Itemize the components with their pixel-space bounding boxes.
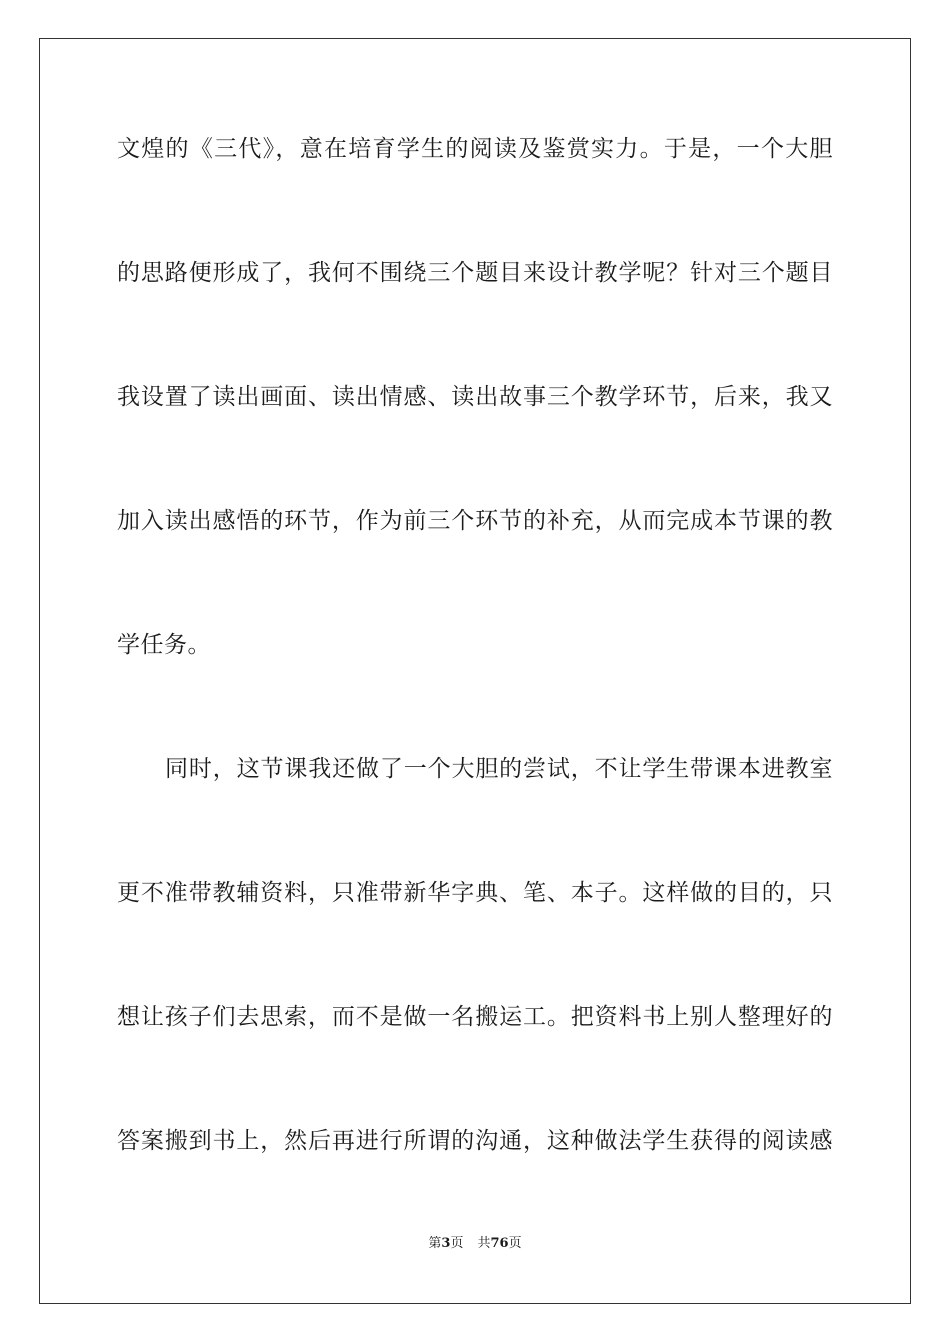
footer-page-suffix: 页 <box>450 1236 464 1251</box>
footer-page-prefix: 第 <box>428 1236 442 1251</box>
footer-total-pages: 76 <box>490 1236 509 1251</box>
text-line-7: 更不准带教辅资料，只准带新华字典、笔、本子。这样做的目的，只 <box>117 880 833 906</box>
text-line-2: 的思路便形成了，我何不围绕三个题目来设计教学呢？针对三个题目 <box>117 260 833 286</box>
text-line-1: 文煌的《三代》，意在培育学生的阅读及鉴赏实力。于是，一个大胆 <box>117 136 833 162</box>
text-line-4: 加入读出感悟的环节，作为前三个环节的补充，从而完成本节课的教 <box>117 508 833 534</box>
text-line-8: 想让孩子们去思索，而不是做一名搬运工。把资料书上别人整理好的 <box>117 1004 833 1030</box>
footer-page-number: 3 <box>441 1236 451 1251</box>
footer-total-prefix: 共 <box>477 1236 491 1251</box>
text-line-6: 同时，这节课我还做了一个大胆的尝试，不让学生带课本进教室 <box>165 756 833 782</box>
footer-total-suffix: 页 <box>508 1236 522 1251</box>
text-line-9: 答案搬到书上，然后再进行所谓的沟通，这种做法学生获得的阅读感 <box>117 1128 833 1154</box>
page-border <box>39 38 911 1304</box>
page-footer <box>0 1235 950 1253</box>
text-line-3: 我设置了读出画面、读出情感、读出故事三个教学环节，后来，我又 <box>117 384 833 410</box>
text-line-5: 学任务。 <box>117 632 211 658</box>
